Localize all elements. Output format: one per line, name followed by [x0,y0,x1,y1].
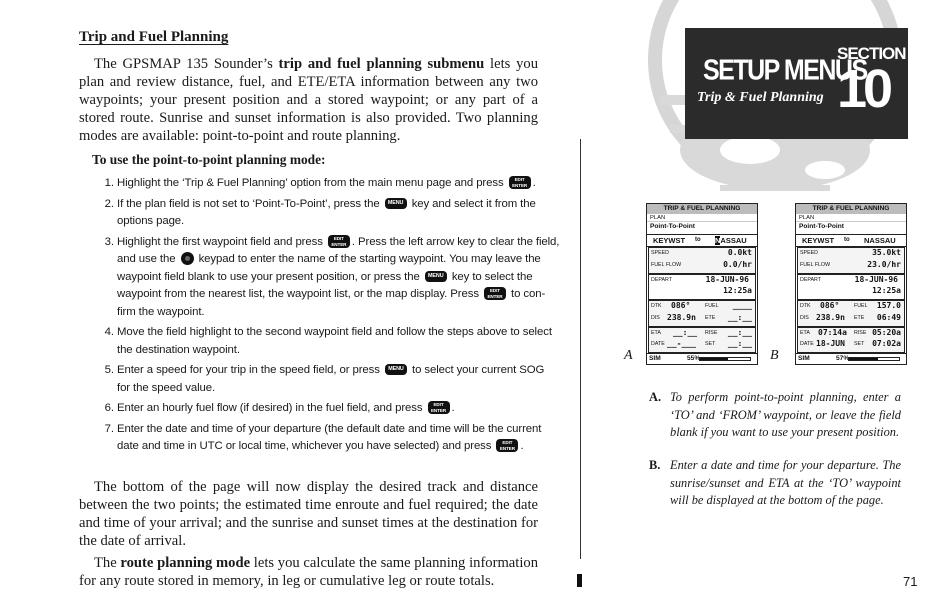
from-waypoint: KEYWST [653,236,686,245]
edit-enter-key-icon: EDIT ENTER [428,401,450,414]
plan-label: PLAN [647,214,757,222]
rise-value: __:__ [727,328,752,337]
edit-enter-key-icon: EDIT ENTER [328,235,350,248]
menu-key-icon: MENU [385,198,407,209]
sim-percent: 57% [836,355,850,362]
fuel-flow-value: 23.0/hr [867,260,901,269]
bold-term: route planning mode [120,555,251,571]
sim-status [796,353,906,364]
fuel-flow-label: FUEL FLOW [800,262,831,268]
bold-term: trip and fuel planning submenu [278,56,485,72]
set-label: SET [854,341,865,347]
date-value: __-___ [667,339,696,348]
section-heading: Trip and Fuel Planning [79,29,229,45]
caption-letter: A. [649,390,662,404]
dis-value: 238.9n [816,313,845,322]
speed-fuel-box [648,247,756,274]
rise-label: RISE [705,330,718,336]
figure-letter-a: A [624,348,633,363]
ete-value: 06:49 [876,313,901,322]
route-mode-paragraph: The route planning mode lets you calculate the same planning information for any route stored in memory, in leg or cumulative leg or route totals. [79,555,538,589]
depart-date: 18-JUN-96 [854,275,898,284]
track-box [797,300,905,327]
speed-fuel-box [797,247,905,274]
route-field [796,234,906,247]
depart-box [797,274,905,300]
banner-subtitle: Trip & Fuel Planning [697,90,824,105]
gps-screen-a [646,203,758,365]
edit-enter-key-icon: EDIT ENTER [496,439,518,452]
menu-key-icon: MENU [385,364,407,375]
eta-label: ETA [651,330,661,336]
speed-value: 35.0kt [872,248,901,257]
track-box [648,300,756,327]
edit-enter-key-icon: EDIT ENTER [484,287,506,300]
section-banner [685,28,908,139]
fuel-flow-label: FUEL FLOW [651,262,682,268]
set-value: __:__ [727,339,752,348]
figure-letter-b: B [770,348,779,363]
column-divider [580,139,581,559]
sim-label: SIM [649,355,661,362]
plan-mode-value: Point-To-Point [650,223,695,230]
eta-label: ETA [800,330,810,336]
ete-label: ETE [705,315,716,321]
speed-label: SPEED [800,250,818,256]
depart-date: 18-JUN-96 [705,275,749,284]
route-field [647,234,757,247]
ete-value: __:__ [727,313,752,322]
from-waypoint: KEYWST [802,236,835,245]
caption-a [649,389,901,442]
plan-label: PLAN [796,214,906,222]
dis-value: 238.9n [667,313,696,322]
plan-mode-value: Point-To-Point [799,223,844,230]
to-waypoint: NASSAU [715,236,747,245]
depart-label: DEPART [800,277,821,283]
dis-label: DIS [800,315,809,321]
fuel-value: 157.0 [876,301,901,310]
speed-value: 0.0kt [727,248,752,257]
dtk-value: 086° [820,301,840,310]
rise-value: 05:20a [872,328,901,337]
date-value: 18-JUN [816,339,845,348]
speed-label: SPEED [651,250,669,256]
menu-key-icon: MENU [425,271,447,282]
gutter-mark [577,574,582,587]
banner-section-label: SECTION [837,44,906,63]
step-6: 6. Enter an hourly fuel flow (if desired) in the fuel field, and press EDIT ENTER . [117,400,560,418]
edit-enter-key-icon: EDIT ENTER [509,176,531,189]
date-label: DATE [800,341,814,347]
depart-label: DEPART [651,277,672,283]
caption-letter: B. [649,458,661,472]
fuel-value: ____ [732,301,752,310]
procedure-steps [95,175,560,459]
banner-section-number: 10 [837,59,890,119]
sim-percent: 55% [687,355,701,362]
depart-time: 12:25a [723,286,752,295]
step-2: 2. If the plan field is not set to ‘Point-To-Point’, press the MENU key and select it from the options page. [117,196,560,231]
procedure-heading: To use the point-to-point planning mode: [92,152,326,167]
step-5: 5. Enter a speed for your trip in the speed field, or press MENU to select your current SOG for the speed value. [117,362,560,397]
banner-title: SETUP MENUS [703,54,867,87]
results-paragraph: The bottom of the page will now display the desired track and distance between the two points; the estimated time enroute and fuel required; the date and time of your arrival; and the sunrise and sunset times at the destination for the date of arrival. [79,479,538,549]
dtk-label: DTK [800,303,811,309]
sim-label: SIM [798,355,810,362]
ete-label: ETE [854,315,865,321]
screen-title: TRIP & FUEL PLANNING [796,204,906,214]
caption-text: Enter a date and time for your departure. The sunrise/sunset and ETA at the ‘TO’ waypoint will be displayed at the bottom of the page. [670,458,901,507]
fuel-flow-value: 0.0/hr [723,260,752,269]
sim-progress-bar [848,357,900,361]
intro-paragraph: The GPSMAP 135 Sounder’s trip and fuel planning submenu lets you plan and review distance, fuel, and ETE/ETA information between any two waypoints; your present position and a stored waypoint; or any part of a stored route. Sunrise and sunset information is also provided. Two planning modes are available: point-to-point and route planning. [79,56,538,144]
screen-title: TRIP & FUEL PLANNING [647,204,757,214]
date-label: DATE [651,341,665,347]
rocker-keypad-icon [181,252,194,265]
to-label: to [844,237,850,243]
arrival-box [797,327,905,353]
rise-label: RISE [854,330,867,336]
eta-value: __:__ [673,328,698,337]
fuel-label: FUEL [854,303,868,309]
fuel-label: FUEL [705,303,719,309]
sim-status [647,353,757,364]
eta-value: 07:14a [818,328,847,337]
step-1: 1. Highlight the ‘Trip & Fuel Planning’ option from the main menu page and press EDIT ENTER . [117,175,560,193]
page-number: 71 [903,574,918,589]
sim-progress-bar [699,357,751,361]
depart-box [648,274,756,300]
to-label: to [695,237,701,243]
caption-text: To perform point-to-point planning, enter a ‘TO’ and ‘FROM’ waypoint, or leave the field blank if you want to use your present position. [670,390,901,439]
set-value: 07:02a [872,339,901,348]
step-3: 3. Highlight the first waypoint field and press EDIT ENTER . Press the left arrow key to clear the field, and use the keypad to enter the name of the starting waypoint. You may leave the waypoint field blank to use your present position, or press the MENU key to select the waypoint from the nearest list, the waypoint list, or the map display. Press EDIT ENTER to con-firm the waypoint. [117,234,560,322]
step-7: 7. Enter the date and time of your departure (the default date and time will be the current date and time in UTC or local time, whichever you have selected) and press EDIT ENTER . [117,421,560,456]
gps-screen-b [795,203,907,365]
to-waypoint: NASSAU [864,236,896,245]
dis-label: DIS [651,315,660,321]
depart-time: 12:25a [872,286,901,295]
dtk-label: DTK [651,303,662,309]
set-label: SET [705,341,716,347]
step-4: 4. Move the field highlight to the second waypoint field and follow the steps above to select the destination waypoint. [117,324,560,359]
arrival-box [648,327,756,353]
dtk-value: 086° [671,301,691,310]
caption-b [649,457,901,510]
